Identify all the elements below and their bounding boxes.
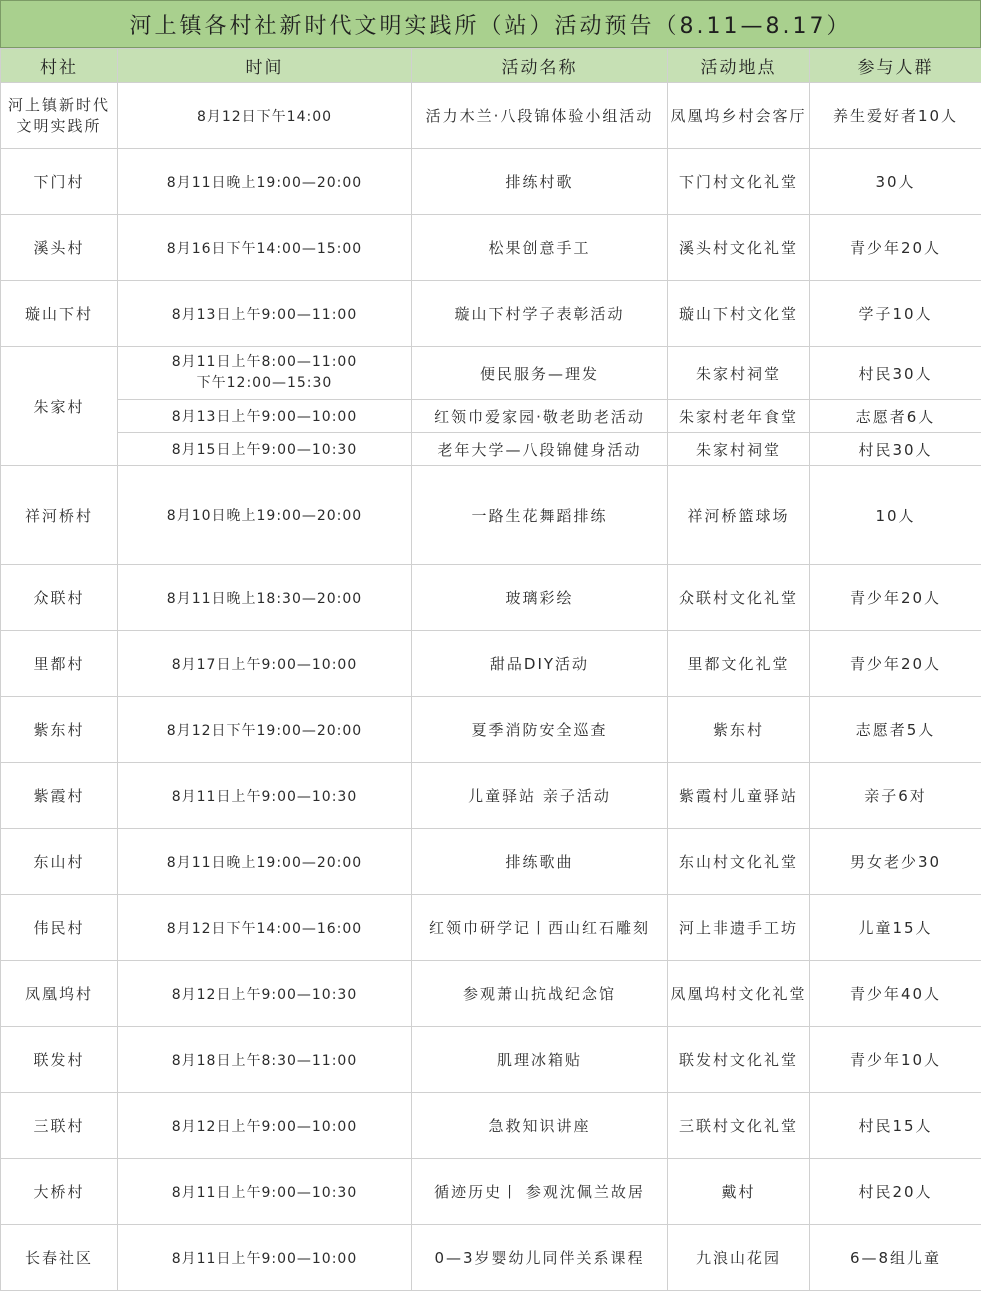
cell-activity: 循迹历史丨 参观沈佩兰故居: [412, 1159, 668, 1225]
header-village: 村社: [1, 49, 118, 83]
cell-location: 联发村文化礼堂: [668, 1027, 810, 1093]
cell-time: 8月15日上午9:00—10:30: [118, 433, 412, 466]
cell-location: 祥河桥篮球场: [668, 466, 810, 565]
cell-time: 8月11日上午9:00—10:30: [118, 763, 412, 829]
table-row: [1, 1093, 981, 1159]
table-row: [1, 697, 981, 763]
table-row: [1, 215, 981, 281]
table-row: [1, 763, 981, 829]
cell-location: 紫东村: [668, 697, 810, 763]
activity-table: [0, 48, 981, 1291]
cell-time: 8月11日晚上18:30—20:00: [118, 565, 412, 631]
cell-activity: 玻璃彩绘: [412, 565, 668, 631]
cell-village: 大桥村: [1, 1159, 118, 1225]
cell-participants: 儿童15人: [810, 895, 981, 961]
cell-village: 下门村: [1, 149, 118, 215]
cell-participants: 青少年40人: [810, 961, 981, 1027]
cell-time: 8月13日上午9:00—10:00: [118, 400, 412, 433]
cell-participants: 志愿者6人: [810, 400, 981, 433]
table-row: [1, 281, 981, 347]
table-row: [1, 895, 981, 961]
cell-location: 东山村文化礼堂: [668, 829, 810, 895]
cell-activity: 便民服务—理发: [412, 347, 668, 400]
table-row: [1, 1027, 981, 1093]
cell-participants: 青少年20人: [810, 631, 981, 697]
cell-participants: 6—8组儿童: [810, 1225, 981, 1291]
cell-village: 长春社区: [1, 1225, 118, 1291]
cell-time: [118, 347, 412, 400]
cell-time: 8月11日上午9:00—10:00: [118, 1225, 412, 1291]
cell-village: 联发村: [1, 1027, 118, 1093]
cell-time: 8月18日上午8:30—11:00: [118, 1027, 412, 1093]
header-location: 活动地点: [668, 49, 810, 83]
cell-activity: 璇山下村学子表彰活动: [412, 281, 668, 347]
village-line: 河上镇新时代: [1, 95, 117, 116]
table-row: [1, 83, 981, 149]
cell-activity: 一路生花舞蹈排练: [412, 466, 668, 565]
header-activity: 活动名称: [412, 49, 668, 83]
header-row: [1, 49, 981, 83]
table-row: [1, 149, 981, 215]
cell-location: 朱家村祠堂: [668, 347, 810, 400]
cell-location: 里都文化礼堂: [668, 631, 810, 697]
table-row: [1, 565, 981, 631]
cell-participants: 青少年20人: [810, 565, 981, 631]
cell-activity: 红领巾爱家园·敬老助老活动: [412, 400, 668, 433]
cell-participants: 村民30人: [810, 433, 981, 466]
table-row: [1, 433, 981, 466]
cell-activity: 排练村歌: [412, 149, 668, 215]
cell-time: 8月17日上午9:00—10:00: [118, 631, 412, 697]
table-row: [1, 829, 981, 895]
cell-location: 下门村文化礼堂: [668, 149, 810, 215]
cell-location: 九浪山花园: [668, 1225, 810, 1291]
cell-location: 凤凰坞村文化礼堂: [668, 961, 810, 1027]
cell-location: 河上非遗手工坊: [668, 895, 810, 961]
cell-activity: 肌理冰箱贴: [412, 1027, 668, 1093]
table-row: [1, 466, 981, 565]
table-row: [1, 1225, 981, 1291]
table-row: [1, 400, 981, 433]
village-line: 文明实践所: [1, 116, 117, 137]
cell-participants: 30人: [810, 149, 981, 215]
cell-participants: 男女老少30: [810, 829, 981, 895]
cell-village: 紫东村: [1, 697, 118, 763]
cell-location: 众联村文化礼堂: [668, 565, 810, 631]
cell-activity: 0—3岁婴幼儿同伴关系课程: [412, 1225, 668, 1291]
cell-village: 众联村: [1, 565, 118, 631]
cell-village: 朱家村: [1, 347, 118, 466]
cell-participants: 青少年10人: [810, 1027, 981, 1093]
cell-time: 8月13日上午9:00—11:00: [118, 281, 412, 347]
cell-village: 三联村: [1, 1093, 118, 1159]
cell-activity: 松果创意手工: [412, 215, 668, 281]
cell-activity: 夏季消防安全巡查: [412, 697, 668, 763]
cell-village: [1, 83, 118, 149]
cell-activity: 甜品DIY活动: [412, 631, 668, 697]
cell-village: 里都村: [1, 631, 118, 697]
cell-participants: 村民30人: [810, 347, 981, 400]
cell-participants: 村民20人: [810, 1159, 981, 1225]
cell-participants: 学子10人: [810, 281, 981, 347]
cell-location: 紫霞村儿童驿站: [668, 763, 810, 829]
cell-village: 紫霞村: [1, 763, 118, 829]
cell-time: 8月11日上午9:00—10:30: [118, 1159, 412, 1225]
cell-time: 8月16日下午14:00—15:00: [118, 215, 412, 281]
table-row: [1, 631, 981, 697]
cell-activity: 急救知识讲座: [412, 1093, 668, 1159]
header-time: 时间: [118, 49, 412, 83]
cell-activity: 儿童驿站 亲子活动: [412, 763, 668, 829]
cell-participants: 10人: [810, 466, 981, 565]
cell-village: 璇山下村: [1, 281, 118, 347]
cell-activity: 老年大学—八段锦健身活动: [412, 433, 668, 466]
cell-activity: 参观萧山抗战纪念馆: [412, 961, 668, 1027]
sheet-title: 河上镇各村社新时代文明实践所（站）活动预告（8.11—8.17）: [0, 0, 981, 48]
cell-activity: 排练歌曲: [412, 829, 668, 895]
cell-time: 8月11日晚上19:00—20:00: [118, 149, 412, 215]
cell-activity: 活力木兰·八段锦体验小组活动: [412, 83, 668, 149]
cell-location: 璇山下村文化堂: [668, 281, 810, 347]
cell-participants: 养生爱好者10人: [810, 83, 981, 149]
cell-participants: 亲子6对: [810, 763, 981, 829]
cell-time: 8月11日晚上19:00—20:00: [118, 829, 412, 895]
cell-village: 祥河桥村: [1, 466, 118, 565]
cell-time: 8月12日上午9:00—10:00: [118, 1093, 412, 1159]
cell-participants: 青少年20人: [810, 215, 981, 281]
table-row: [1, 1159, 981, 1225]
cell-location: 凤凰坞乡村会客厅: [668, 83, 810, 149]
table-row: [1, 347, 981, 400]
cell-time: 8月10日晚上19:00—20:00: [118, 466, 412, 565]
cell-time: 8月12日下午19:00—20:00: [118, 697, 412, 763]
cell-participants: 村民15人: [810, 1093, 981, 1159]
cell-location: 朱家村祠堂: [668, 433, 810, 466]
cell-location: 朱家村老年食堂: [668, 400, 810, 433]
cell-activity: 红领巾研学记丨西山红石雕刻: [412, 895, 668, 961]
cell-participants: 志愿者5人: [810, 697, 981, 763]
cell-village: 凤凰坞村: [1, 961, 118, 1027]
header-participants: 参与人群: [810, 49, 981, 83]
time-line: 下午12:00—15:30: [118, 373, 411, 394]
cell-time: 8月12日上午9:00—10:30: [118, 961, 412, 1027]
cell-village: 东山村: [1, 829, 118, 895]
cell-time: 8月12日下午14:00—16:00: [118, 895, 412, 961]
table-row: [1, 961, 981, 1027]
cell-village: 溪头村: [1, 215, 118, 281]
cell-village: 伟民村: [1, 895, 118, 961]
cell-location: 溪头村文化礼堂: [668, 215, 810, 281]
time-line: 8月11日上午8:00—11:00: [118, 352, 411, 373]
cell-time: 8月12日下午14:00: [118, 83, 412, 149]
cell-location: 三联村文化礼堂: [668, 1093, 810, 1159]
cell-location: 戴村: [668, 1159, 810, 1225]
